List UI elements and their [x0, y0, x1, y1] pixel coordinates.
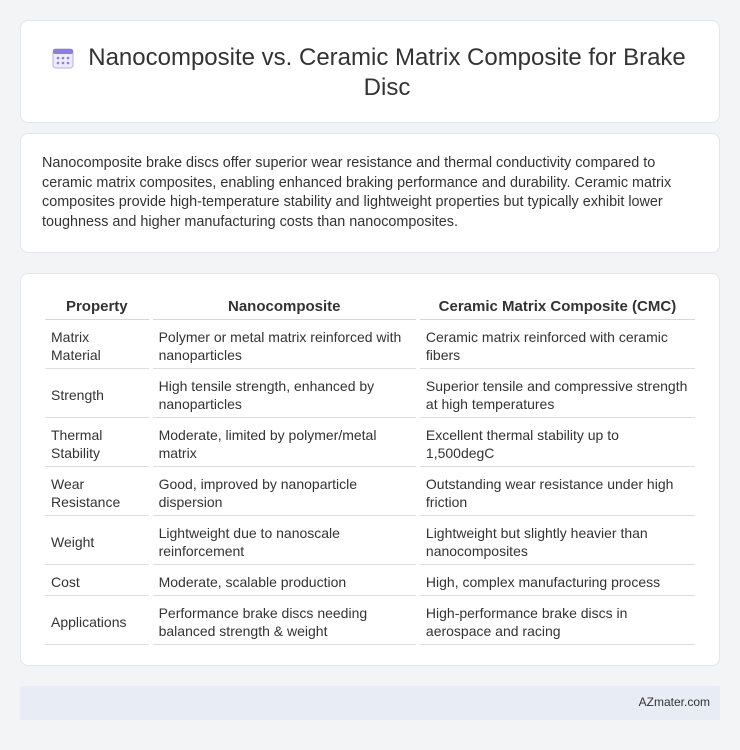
- table-row: [45, 320, 695, 369]
- table-row: [45, 369, 695, 418]
- row-nanocomposite: Good, improved by nanoparticle dispersion: [153, 467, 416, 516]
- header-cmc: Ceramic Matrix Composite (CMC): [420, 294, 695, 320]
- row-cmc: Ceramic matrix reinforced with ceramic fibers: [420, 320, 695, 369]
- row-property: Strength: [45, 369, 149, 418]
- table-header-row: [45, 294, 695, 320]
- row-nanocomposite: Performance brake discs needing balanced strength & weight: [153, 596, 416, 645]
- row-nanocomposite: Moderate, scalable production: [153, 565, 416, 596]
- row-nanocomposite: Moderate, limited by polymer/metal matrix: [153, 418, 416, 467]
- row-nanocomposite: Polymer or metal matrix reinforced with nanoparticles: [153, 320, 416, 369]
- footer-brand: AZmater.com: [638, 695, 710, 709]
- summary-card: [20, 133, 720, 253]
- row-property: Wear Resistance: [45, 467, 149, 516]
- row-cmc: High, complex manufacturing process: [420, 565, 695, 596]
- row-property: Cost: [45, 565, 149, 596]
- header-property: Property: [45, 294, 149, 320]
- row-cmc: Lightweight but slightly heavier than nanocomposites: [420, 516, 695, 565]
- summary-text: Nanocomposite brake discs offer superior wear resistance and thermal conductivity compared to ceramic matrix composites, enabling enhanced braking performance and durability. Ceramic matrix composites provide high-temperature stability and lightweight properties but typically exhibit lower toughness and higher manufacturing costs than nanocomposites.: [42, 155, 672, 230]
- header-nanocomposite: Nanocomposite: [153, 294, 416, 320]
- row-property: Weight: [45, 516, 149, 565]
- row-cmc: Outstanding wear resistance under high friction: [420, 467, 695, 516]
- row-cmc: High-performance brake discs in aerospace and racing: [420, 596, 695, 645]
- table-row: [45, 565, 695, 596]
- row-cmc: Superior tensile and compressive strength at high temperatures: [420, 369, 695, 418]
- row-nanocomposite: High tensile strength, enhanced by nanoparticles: [153, 369, 416, 418]
- table-row: [45, 516, 695, 565]
- page-title: Nanocomposite vs. Ceramic Matrix Composite for Brake Disc: [88, 44, 686, 101]
- comparison-table-card: [20, 273, 720, 666]
- table-row: [45, 467, 695, 516]
- row-property: Matrix Material: [45, 320, 149, 369]
- title-card: [20, 20, 720, 123]
- row-cmc: Excellent thermal stability up to 1,500degC: [420, 418, 695, 467]
- row-nanocomposite: Lightweight due to nanoscale reinforcement: [153, 516, 416, 565]
- table-row: [45, 418, 695, 467]
- row-property: Applications: [45, 596, 149, 645]
- table-row: [45, 596, 695, 645]
- row-property: Thermal Stability: [45, 418, 149, 467]
- footer: [20, 686, 720, 720]
- comparison-table: [41, 294, 699, 645]
